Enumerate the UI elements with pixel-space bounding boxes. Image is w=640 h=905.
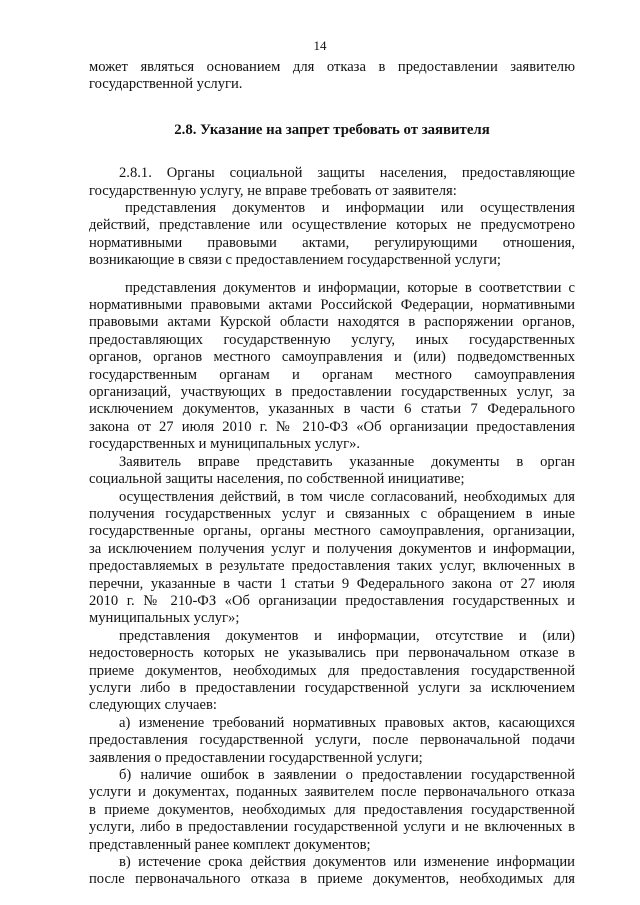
text-line: правовыми актами Курской области находятся в распоряжении органов, (89, 314, 575, 331)
text-line: предоставления государственной услуги, после первоначальной подачи (89, 732, 575, 749)
text-line: действий, представление или осуществление которых не предусмотрено (89, 217, 575, 234)
text-line: органов, органов местного самоуправления и (или) подведомственных (89, 349, 575, 366)
text-line: муниципальных услуг»; (89, 610, 240, 627)
text-line: Заявитель вправе представить указанные документы в орган (119, 453, 575, 470)
text-line: закона от 27 июля 2010 г. № 210-ФЗ «Об организации предоставления (89, 418, 575, 435)
text-line: организаций, участвующих в предоставлении государственных услуг, за (89, 384, 575, 401)
text-line: 2010 г. № 210-ФЗ «Об организации предоставления государственных и (89, 592, 575, 609)
text-line: за исключением получения услуг и получения документов и информации, (89, 540, 575, 557)
text-line: государственных и муниципальных услуг». (89, 436, 361, 453)
paragraph-documents-in-possession (89, 280, 575, 454)
text-line: возникающие в связи с предоставлением государственной услуги; (89, 252, 501, 269)
text-line: осуществления действий, в том числе согласований, необходимых для (119, 488, 575, 505)
list-item-a (89, 715, 575, 767)
text-line: услуги, либо в предоставлении государственной услуги и не включенных в (89, 819, 575, 836)
paragraph-actions-approvals (89, 489, 575, 628)
text-line: представления документов и информации или осуществления (125, 200, 575, 217)
text-line: услуги либо в предоставлении государственной услуги за исключением (89, 679, 575, 696)
text-line: социальной защиты населения, по собственной инициативе; (89, 471, 465, 488)
text-line: исключением документов, указанных в части 6 статьи 7 Федерального (89, 401, 575, 418)
text-line: перечни, указанные в части 1 статьи 9 Федерального закона от 27 июля (89, 575, 575, 592)
paragraph-not-provided-by-law (89, 200, 575, 270)
text-line: предоставляющих государственную услугу, иных государственных (89, 331, 575, 348)
text-line: недостоверность которых не указывались при первоначальном отказе в (89, 645, 575, 662)
text-line: государственные органы, органы местного самоуправления, организации, (89, 523, 575, 540)
text-line: услуги и документах, поданных заявителем после первоначального отказа (89, 784, 575, 801)
text-line: представления документов и информации, отсутствие и (или) (119, 627, 575, 644)
text-line: заявления о предоставлении государственной услуги; (89, 749, 423, 766)
intro-paragraph (89, 59, 575, 94)
text-line: 2.8.1. Органы социальной защиты населения, предоставляющие (119, 165, 575, 182)
text-line: б) наличие ошибок в заявлении о предоставлении государственной (119, 767, 575, 784)
text-line: представленный ранее комплект документов; (89, 836, 371, 853)
list-item-b (89, 767, 575, 854)
text-line: приеме документов, необходимых для предоставления государственной (89, 662, 575, 679)
text-line: в приеме документов, необходимых для предоставления государственной (89, 801, 575, 818)
text-line: государственным органам и органам местного самоуправления (89, 366, 575, 383)
paragraph-missing-documents (89, 628, 575, 715)
text-line: нормативными правовыми актами, регулирующими отношения, (89, 234, 575, 251)
text-line: следующих случаев: (89, 697, 217, 714)
list-item-c (89, 854, 575, 889)
text-line: государственную услугу, не вправе требовать от заявителя: (89, 182, 457, 199)
text-line: нормативными правовыми актами Российской Федерации, нормативными (89, 297, 575, 314)
text-line: представления документов и информации, которые в соответствии с (125, 279, 575, 296)
text-line: после первоначального отказа в приеме документов, необходимых для (89, 871, 575, 888)
paragraph-2-8-1 (89, 165, 575, 200)
text-line: в) истечение срока действия документов или изменение информации (119, 854, 575, 871)
paragraph-applicant-right (89, 454, 575, 489)
document-body (89, 59, 575, 889)
section-heading-block (89, 122, 575, 139)
page-number: 14 (313, 38, 327, 53)
text-line: а) изменение требований нормативных правовых актов, касающихся (119, 714, 575, 731)
text-line: предоставляемых в результате предоставления таких услуг, включенных в (89, 558, 575, 575)
paragraph-gap (89, 270, 575, 280)
section-heading: 2.8. Указание на запрет требовать от заявителя (174, 121, 490, 138)
text-line: получения государственных услуг и связанных с обращением в иные (89, 505, 575, 522)
text-line: может являться основанием для отказа в предоставлении заявителю (89, 59, 575, 75)
text-line: государственной услуги. (89, 76, 243, 93)
